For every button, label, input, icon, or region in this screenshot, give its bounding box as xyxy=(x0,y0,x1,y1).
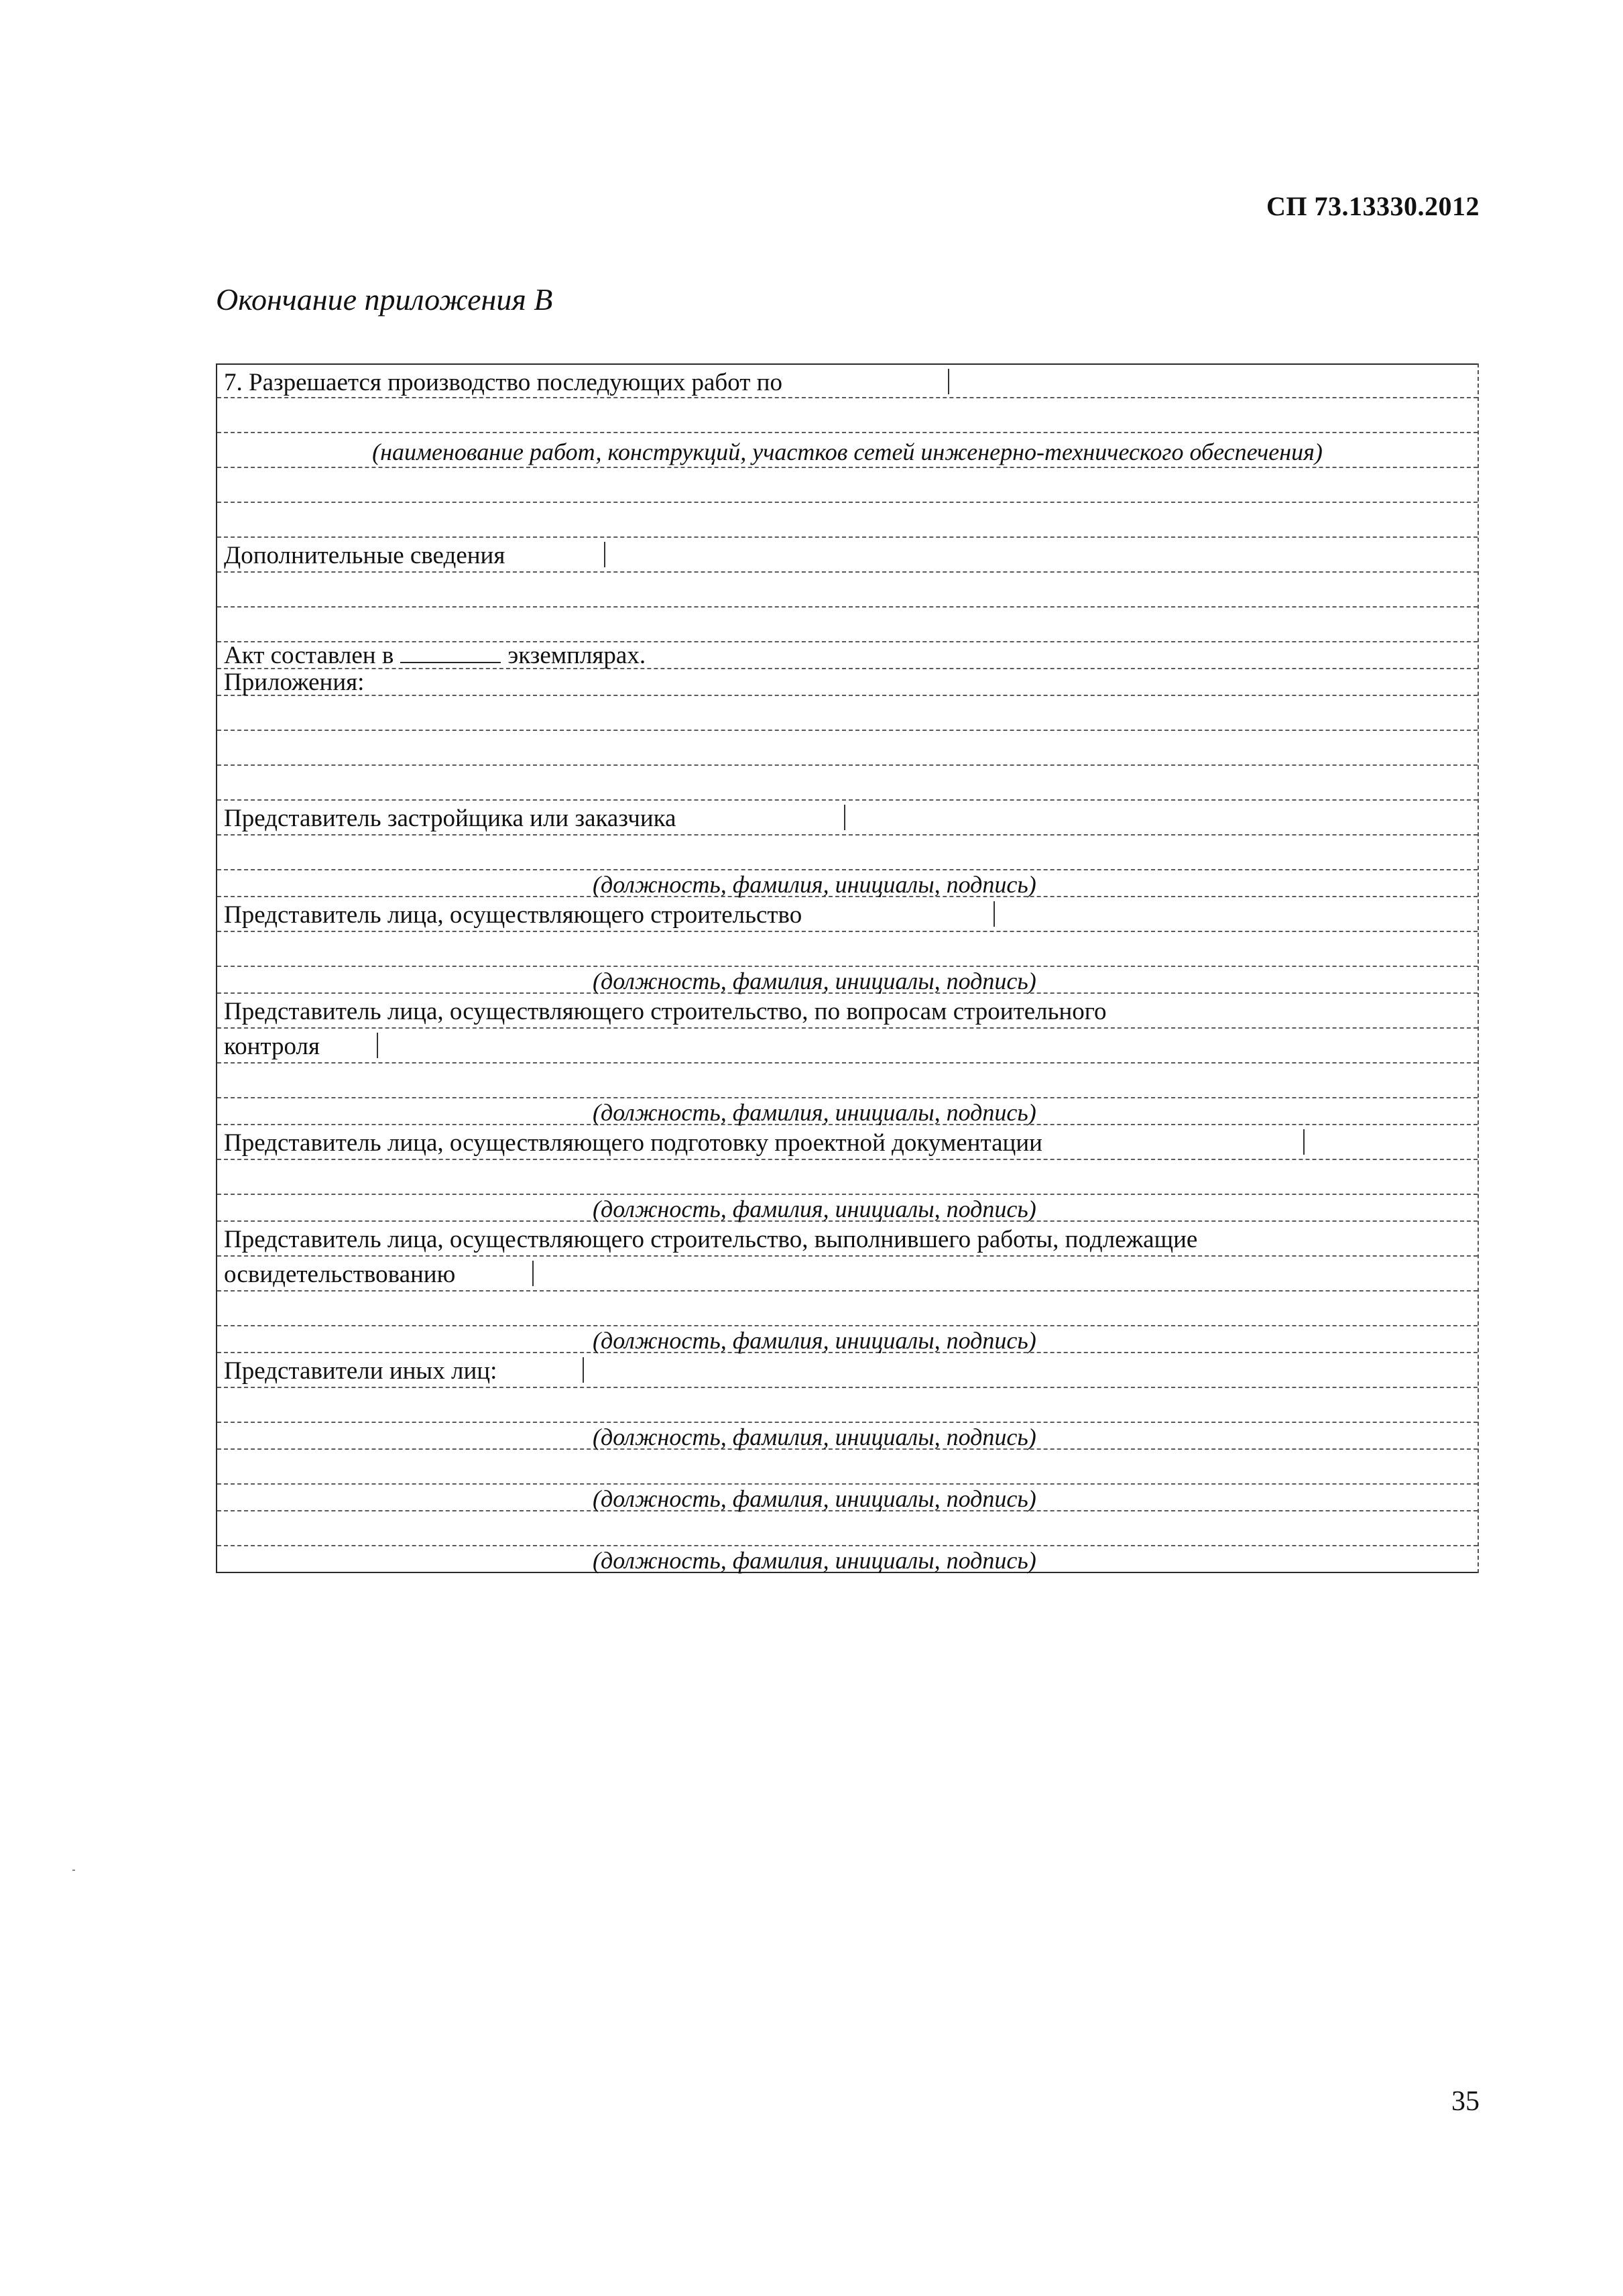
rep-control-label-line1: Представитель лица, осуществляющего строительство, по вопросам строительного xyxy=(224,998,1107,1025)
rep-control-label-line2: контроля xyxy=(224,1033,320,1060)
signature-caption: (должность, фамилия, инициалы, подпись) xyxy=(593,1099,1036,1126)
form-row-item7 xyxy=(217,363,1478,398)
form-row-rep-builder xyxy=(217,897,1478,932)
signature-caption: (должность, фамилия, инициалы, подпись) xyxy=(593,1547,1036,1574)
form-row-rep-performer-cont xyxy=(217,1257,1478,1292)
signature-input-line[interactable] xyxy=(217,1511,1478,1546)
signature-caption: (должность, фамилия, инициалы, подпись) xyxy=(593,968,1036,994)
act-form xyxy=(216,363,1479,1573)
works-caption: (наименование работ, конструкций, участков сетей инженерно-технического обеспечения) xyxy=(372,439,1323,465)
signature-caption-row xyxy=(217,1423,1478,1450)
signature-caption-row xyxy=(217,1195,1478,1222)
additional-input-line[interactable] xyxy=(217,608,1478,642)
field-marker xyxy=(994,901,995,927)
form-row-rep-design xyxy=(217,1125,1478,1160)
document-code: СП 73.13330.2012 xyxy=(1266,191,1480,221)
signature-input-line[interactable] xyxy=(217,1064,1478,1098)
signature-caption: (должность, фамилия, инициалы, подпись) xyxy=(593,1424,1036,1450)
works-extra-line[interactable] xyxy=(217,503,1478,538)
form-row-rep-others xyxy=(217,1353,1478,1388)
signature-input-line[interactable] xyxy=(217,1292,1478,1326)
attachments-input-line[interactable] xyxy=(217,766,1478,801)
signature-caption: (должность, фамилия, инициалы, подпись) xyxy=(593,1327,1036,1354)
rep-developer-label: Представитель застройщика или заказчика xyxy=(224,805,676,832)
field-marker xyxy=(583,1357,584,1383)
works-extra-line[interactable] xyxy=(217,468,1478,503)
field-marker xyxy=(948,369,949,394)
attachments-label: Приложения: xyxy=(224,669,365,696)
signature-input-line[interactable] xyxy=(217,836,1478,870)
copies-count-blank[interactable] xyxy=(400,642,501,663)
item7-label: 7. Разрешается производство последующих работ по xyxy=(224,369,782,396)
signature-input-line[interactable] xyxy=(217,932,1478,967)
signature-caption: (должность, фамилия, инициалы, подпись) xyxy=(593,1196,1036,1222)
additional-label: Дополнительные сведения xyxy=(224,542,505,569)
form-row-act-copies xyxy=(217,642,1478,669)
field-marker xyxy=(844,805,845,830)
signature-input-line[interactable] xyxy=(217,1388,1478,1423)
additional-input-line[interactable] xyxy=(217,573,1478,608)
scan-speck xyxy=(72,1870,75,1871)
signature-caption-row xyxy=(217,1098,1478,1125)
works-caption-row xyxy=(217,433,1478,468)
attachments-input-line[interactable] xyxy=(217,696,1478,731)
signature-input-line[interactable] xyxy=(217,1450,1478,1485)
signature-caption-row xyxy=(217,1485,1478,1511)
signature-caption-row xyxy=(217,967,1478,994)
signature-caption-row xyxy=(217,1546,1478,1573)
signature-caption-row xyxy=(217,1326,1478,1353)
act-prefix: Акт составлен в xyxy=(224,642,394,669)
signature-input-line[interactable] xyxy=(217,1160,1478,1195)
field-marker xyxy=(1303,1129,1305,1155)
signature-caption-row xyxy=(217,870,1478,897)
rep-performer-label-line2: освидетельствованию xyxy=(224,1261,456,1288)
form-row-rep-control xyxy=(217,994,1478,1029)
attachments-input-line[interactable] xyxy=(217,731,1478,766)
rep-design-label: Представитель лица, осуществляющего подготовку проектной документации xyxy=(224,1129,1042,1157)
form-row-rep-developer xyxy=(217,801,1478,836)
page-number: 35 xyxy=(1451,2086,1480,2117)
form-row-additional xyxy=(217,538,1478,573)
rep-builder-label: Представитель лица, осуществляющего строительство xyxy=(224,901,802,929)
rep-performer-label-line1: Представитель лица, осуществляющего строительство, выполнившего работы, подлежащие xyxy=(224,1226,1198,1253)
rep-others-label: Представители иных лиц: xyxy=(224,1357,497,1385)
form-row-attachments xyxy=(217,669,1478,696)
works-input-line[interactable] xyxy=(217,398,1478,433)
act-suffix: экземплярах. xyxy=(507,642,646,669)
signature-caption: (должность, фамилия, инициалы, подпись) xyxy=(593,1485,1036,1512)
form-row-rep-control-cont xyxy=(217,1029,1478,1064)
form-row-rep-performer xyxy=(217,1222,1478,1257)
field-marker xyxy=(604,542,605,567)
appendix-title: Окончание приложения В xyxy=(216,282,553,317)
field-marker xyxy=(532,1261,534,1286)
signature-caption: (должность, фамилия, инициалы, подпись) xyxy=(593,871,1036,898)
field-marker xyxy=(377,1033,378,1058)
